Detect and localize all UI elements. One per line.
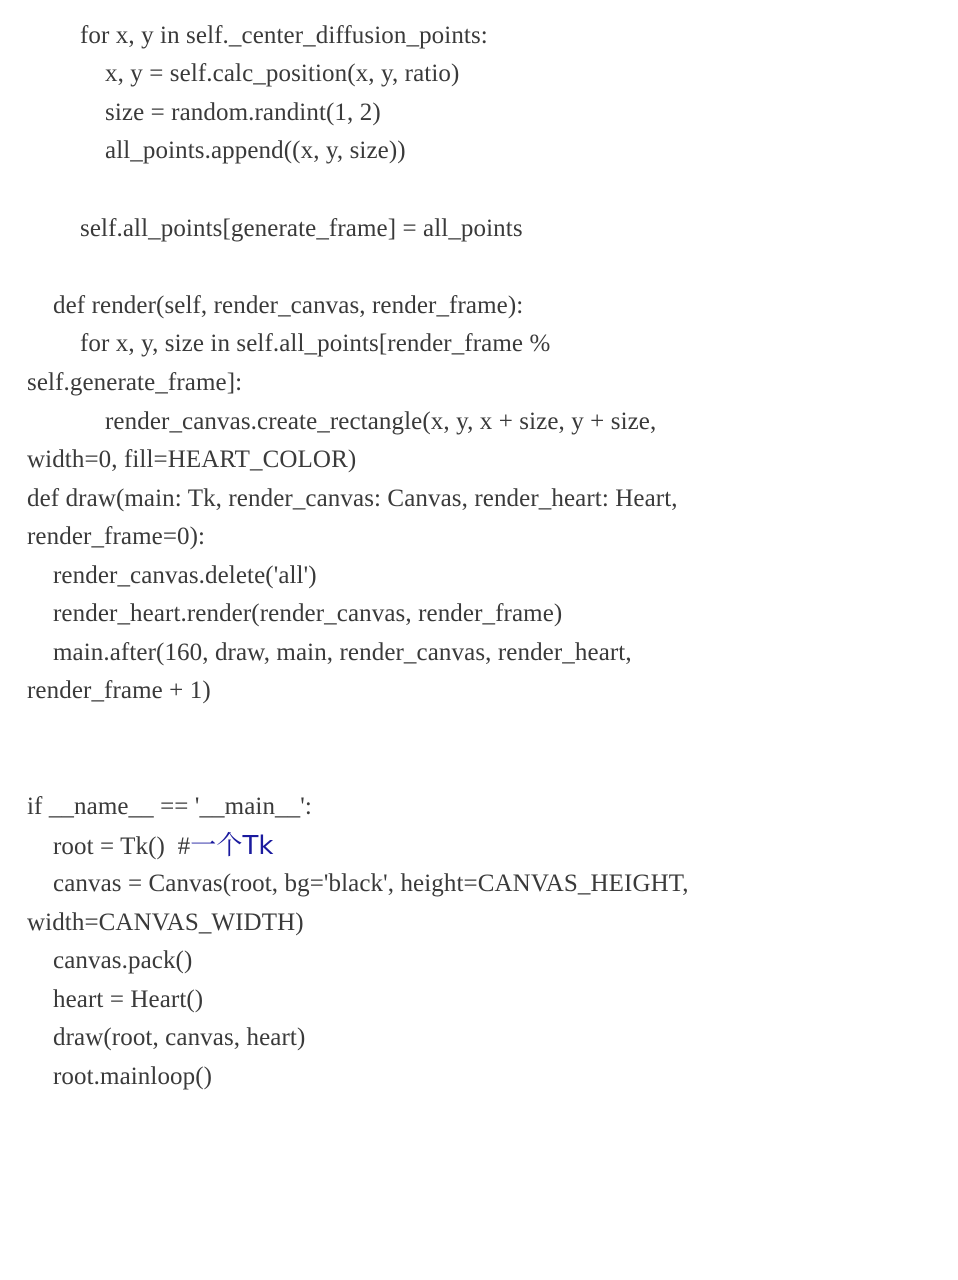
code-line: x, y = self.calc_position(x, y, ratio)	[105, 60, 460, 87]
code-text: root = Tk() #	[53, 833, 191, 860]
code-line: render_canvas.create_rectangle(x, y, x + size, y + size,	[105, 408, 657, 435]
code-line: width=CANVAS_WIDTH)	[27, 909, 304, 936]
code-line: all_points.append((x, y, size))	[105, 137, 406, 164]
code-line: width=0, fill=HEART_COLOR)	[27, 446, 357, 473]
code-line: for x, y, size in self.all_points[render_frame %	[80, 330, 551, 357]
code-line: root.mainloop()	[53, 1063, 213, 1090]
code-line-with-comment	[53, 828, 274, 864]
code-line: self.generate_frame]:	[27, 369, 243, 396]
code-line: canvas.pack()	[53, 947, 193, 974]
code-line: def draw(main: Tk, render_canvas: Canvas, render_heart: Heart,	[27, 485, 678, 512]
code-line: render_heart.render(render_canvas, render_frame)	[53, 600, 563, 627]
code-line: main.after(160, draw, main, render_canvas, render_heart,	[53, 639, 632, 666]
code-line: render_frame=0):	[27, 523, 206, 550]
code-line: draw(root, canvas, heart)	[53, 1024, 306, 1051]
code-line: render_frame + 1)	[27, 677, 211, 704]
code-line: heart = Heart()	[53, 986, 204, 1013]
code-line: def render(self, render_canvas, render_frame):	[53, 292, 524, 319]
code-line: self.all_points[generate_frame] = all_points	[80, 215, 523, 242]
handwritten-comment: 一个Tk	[190, 831, 274, 861]
code-line: for x, y in self._center_diffusion_points:	[80, 22, 488, 49]
code-line: render_canvas.delete('all')	[53, 562, 317, 589]
code-line: size = random.randint(1, 2)	[105, 99, 381, 126]
code-line: if __name__ == '__main__':	[27, 793, 312, 820]
code-line: canvas = Canvas(root, bg='black', height=CANVAS_HEIGHT,	[53, 870, 689, 897]
